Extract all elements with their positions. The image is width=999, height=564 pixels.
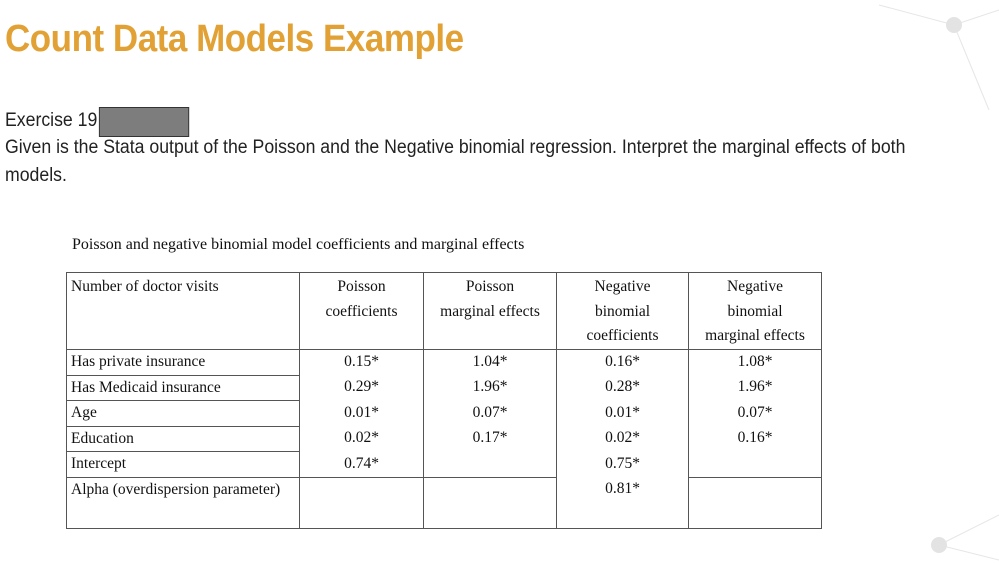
col-header-poisson-me: Poisson marginal effects (424, 273, 557, 350)
cell: 0.16* (689, 426, 822, 452)
cell (424, 452, 557, 478)
exercise-label: Exercise 19 (5, 110, 98, 131)
table-row (67, 426, 822, 452)
row-label: Intercept (67, 452, 300, 478)
col-header-poisson-coef: Poisson coefficients (300, 273, 424, 350)
cell: 0.02* (557, 426, 689, 452)
col-header-negbin-me: Negative binomial marginal effects (689, 273, 822, 350)
cell: 0.29* (300, 375, 424, 401)
exercise-heading (5, 107, 189, 137)
redaction-box (99, 107, 189, 137)
row-label: Age (67, 401, 300, 427)
cell: 0.01* (300, 401, 424, 427)
cell: 0.02* (300, 426, 424, 452)
cell: 0.74* (300, 452, 424, 478)
cell: 1.04* (424, 350, 557, 376)
cell: 0.28* (557, 375, 689, 401)
cell (424, 477, 557, 528)
decorative-network-graphic (879, 0, 999, 564)
row-label: Alpha (overdispersion parameter) (67, 477, 300, 528)
row-label: Education (67, 426, 300, 452)
cell: 0.81* (557, 477, 689, 528)
table-row (67, 375, 822, 401)
slide-title: Count Data Models Example (5, 18, 464, 60)
cell: 1.96* (689, 375, 822, 401)
row-header: Number of doctor visits (67, 273, 300, 350)
cell: 0.75* (557, 452, 689, 478)
cell: 1.96* (424, 375, 557, 401)
table-row (67, 452, 822, 478)
table-row (67, 477, 822, 528)
row-label: Has private insurance (67, 350, 300, 376)
table-row (67, 350, 822, 376)
cell (300, 477, 424, 528)
cell: 0.15* (300, 350, 424, 376)
cell: 0.16* (557, 350, 689, 376)
table-caption: Poisson and negative binomial model coefficients and marginal effects (72, 236, 525, 253)
table-header-row (67, 273, 822, 350)
cell (689, 452, 822, 478)
row-label: Has Medicaid insurance (67, 375, 300, 401)
cell (689, 477, 822, 528)
exercise-instruction: Given is the Stata output of the Poisson and the Negative binomial regression. Interpret the marginal effects of both models. (5, 137, 906, 186)
cell: 0.17* (424, 426, 557, 452)
table-row (67, 401, 822, 427)
cell: 1.08* (689, 350, 822, 376)
cell: 0.07* (689, 401, 822, 427)
cell: 0.07* (424, 401, 557, 427)
cell: 0.01* (557, 401, 689, 427)
col-header-negbin-coef: Negative binomial coefficients (557, 273, 689, 350)
results-table (66, 272, 822, 529)
